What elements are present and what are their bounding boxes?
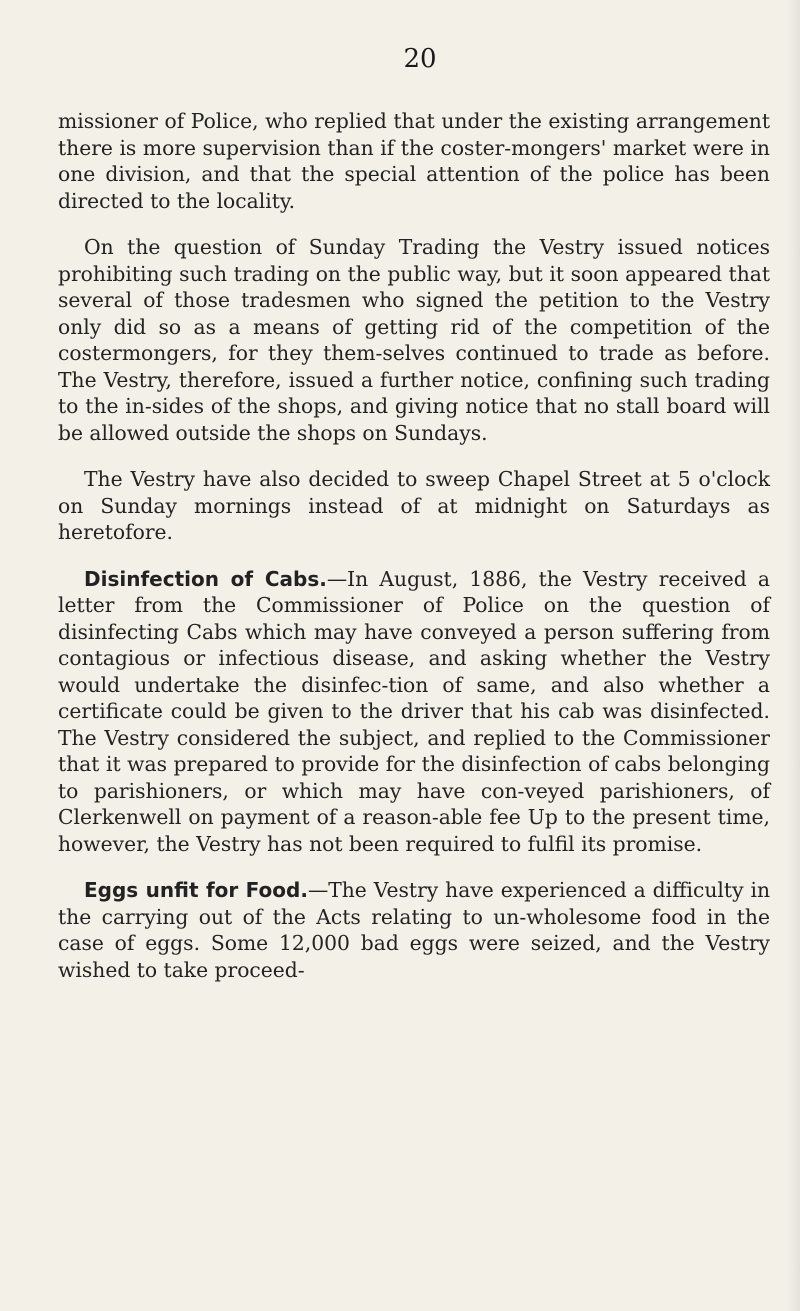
paragraph-disinfection-of-cabs bbox=[58, 566, 770, 858]
page-number: 20 bbox=[403, 44, 437, 74]
section-heading: Disinfection of Cabs. bbox=[84, 566, 327, 591]
paragraph-chapel-street bbox=[58, 466, 770, 546]
paragraph-eggs-unfit-for-food bbox=[58, 877, 770, 983]
paragraph-text: —The Vestry have experienced a difficulty in the carrying out of the Acts relating to un-wholesome food in the case of eggs. Some 12,000 bad eggs were seized, and the Vestry wished to take proceed- bbox=[58, 878, 771, 982]
paragraph-continuation bbox=[58, 108, 770, 214]
paragraph-text: —In August, 1886, the Vestry received a letter from the Commissioner of Police on the question of disinfecting Cabs which may have conveyed a person suffering from contagious or infectious disease, and asking whether the Vestry would undertake the disinfec-tion of same, and also whether a certificate could be given to the driver that his cab was disinfected. The Vestry considered the subject, and replied to the Commissioner that it was prepared to provide for the disinfection of cabs belonging to parishioners, or which may have con-veyed parishioners, of Clerkenwell on payment of a reason-able fee Up to the present time, however, the Vestry has not been required to fulfil its promise. bbox=[58, 566, 770, 856]
paragraph-sunday-trading bbox=[58, 234, 770, 446]
section-heading: Eggs unfit for Food. bbox=[84, 878, 308, 902]
paragraph-text: missioner of Police, who replied that under the existing arrangement there is more supervision than if the coster-mongers' market were in one division, and that the special attention of the police has been directed to the locality. bbox=[58, 109, 770, 213]
paragraph-text: On the question of Sunday Trading the Vestry issued notices prohibiting such trading on the public way, but it soon appeared that several of those tradesmen who signed the petition to the Vestry only did so as a means of getting rid of the competition of the costermongers, for they them-selves continued to trade as before. The Vestry, therefore, issued a further notice, confining such trading to the in-sides of the shops, and giving notice that no stall board will be allowed outside the shops on Sundays. bbox=[58, 235, 770, 445]
page-edge-shadow bbox=[786, 0, 800, 1311]
paragraph-text: The Vestry have also decided to sweep Chapel Street at 5 o'clock on Sunday mornings instead of at midnight on Saturdays as heretofore. bbox=[58, 467, 770, 544]
body-text bbox=[58, 108, 770, 1003]
